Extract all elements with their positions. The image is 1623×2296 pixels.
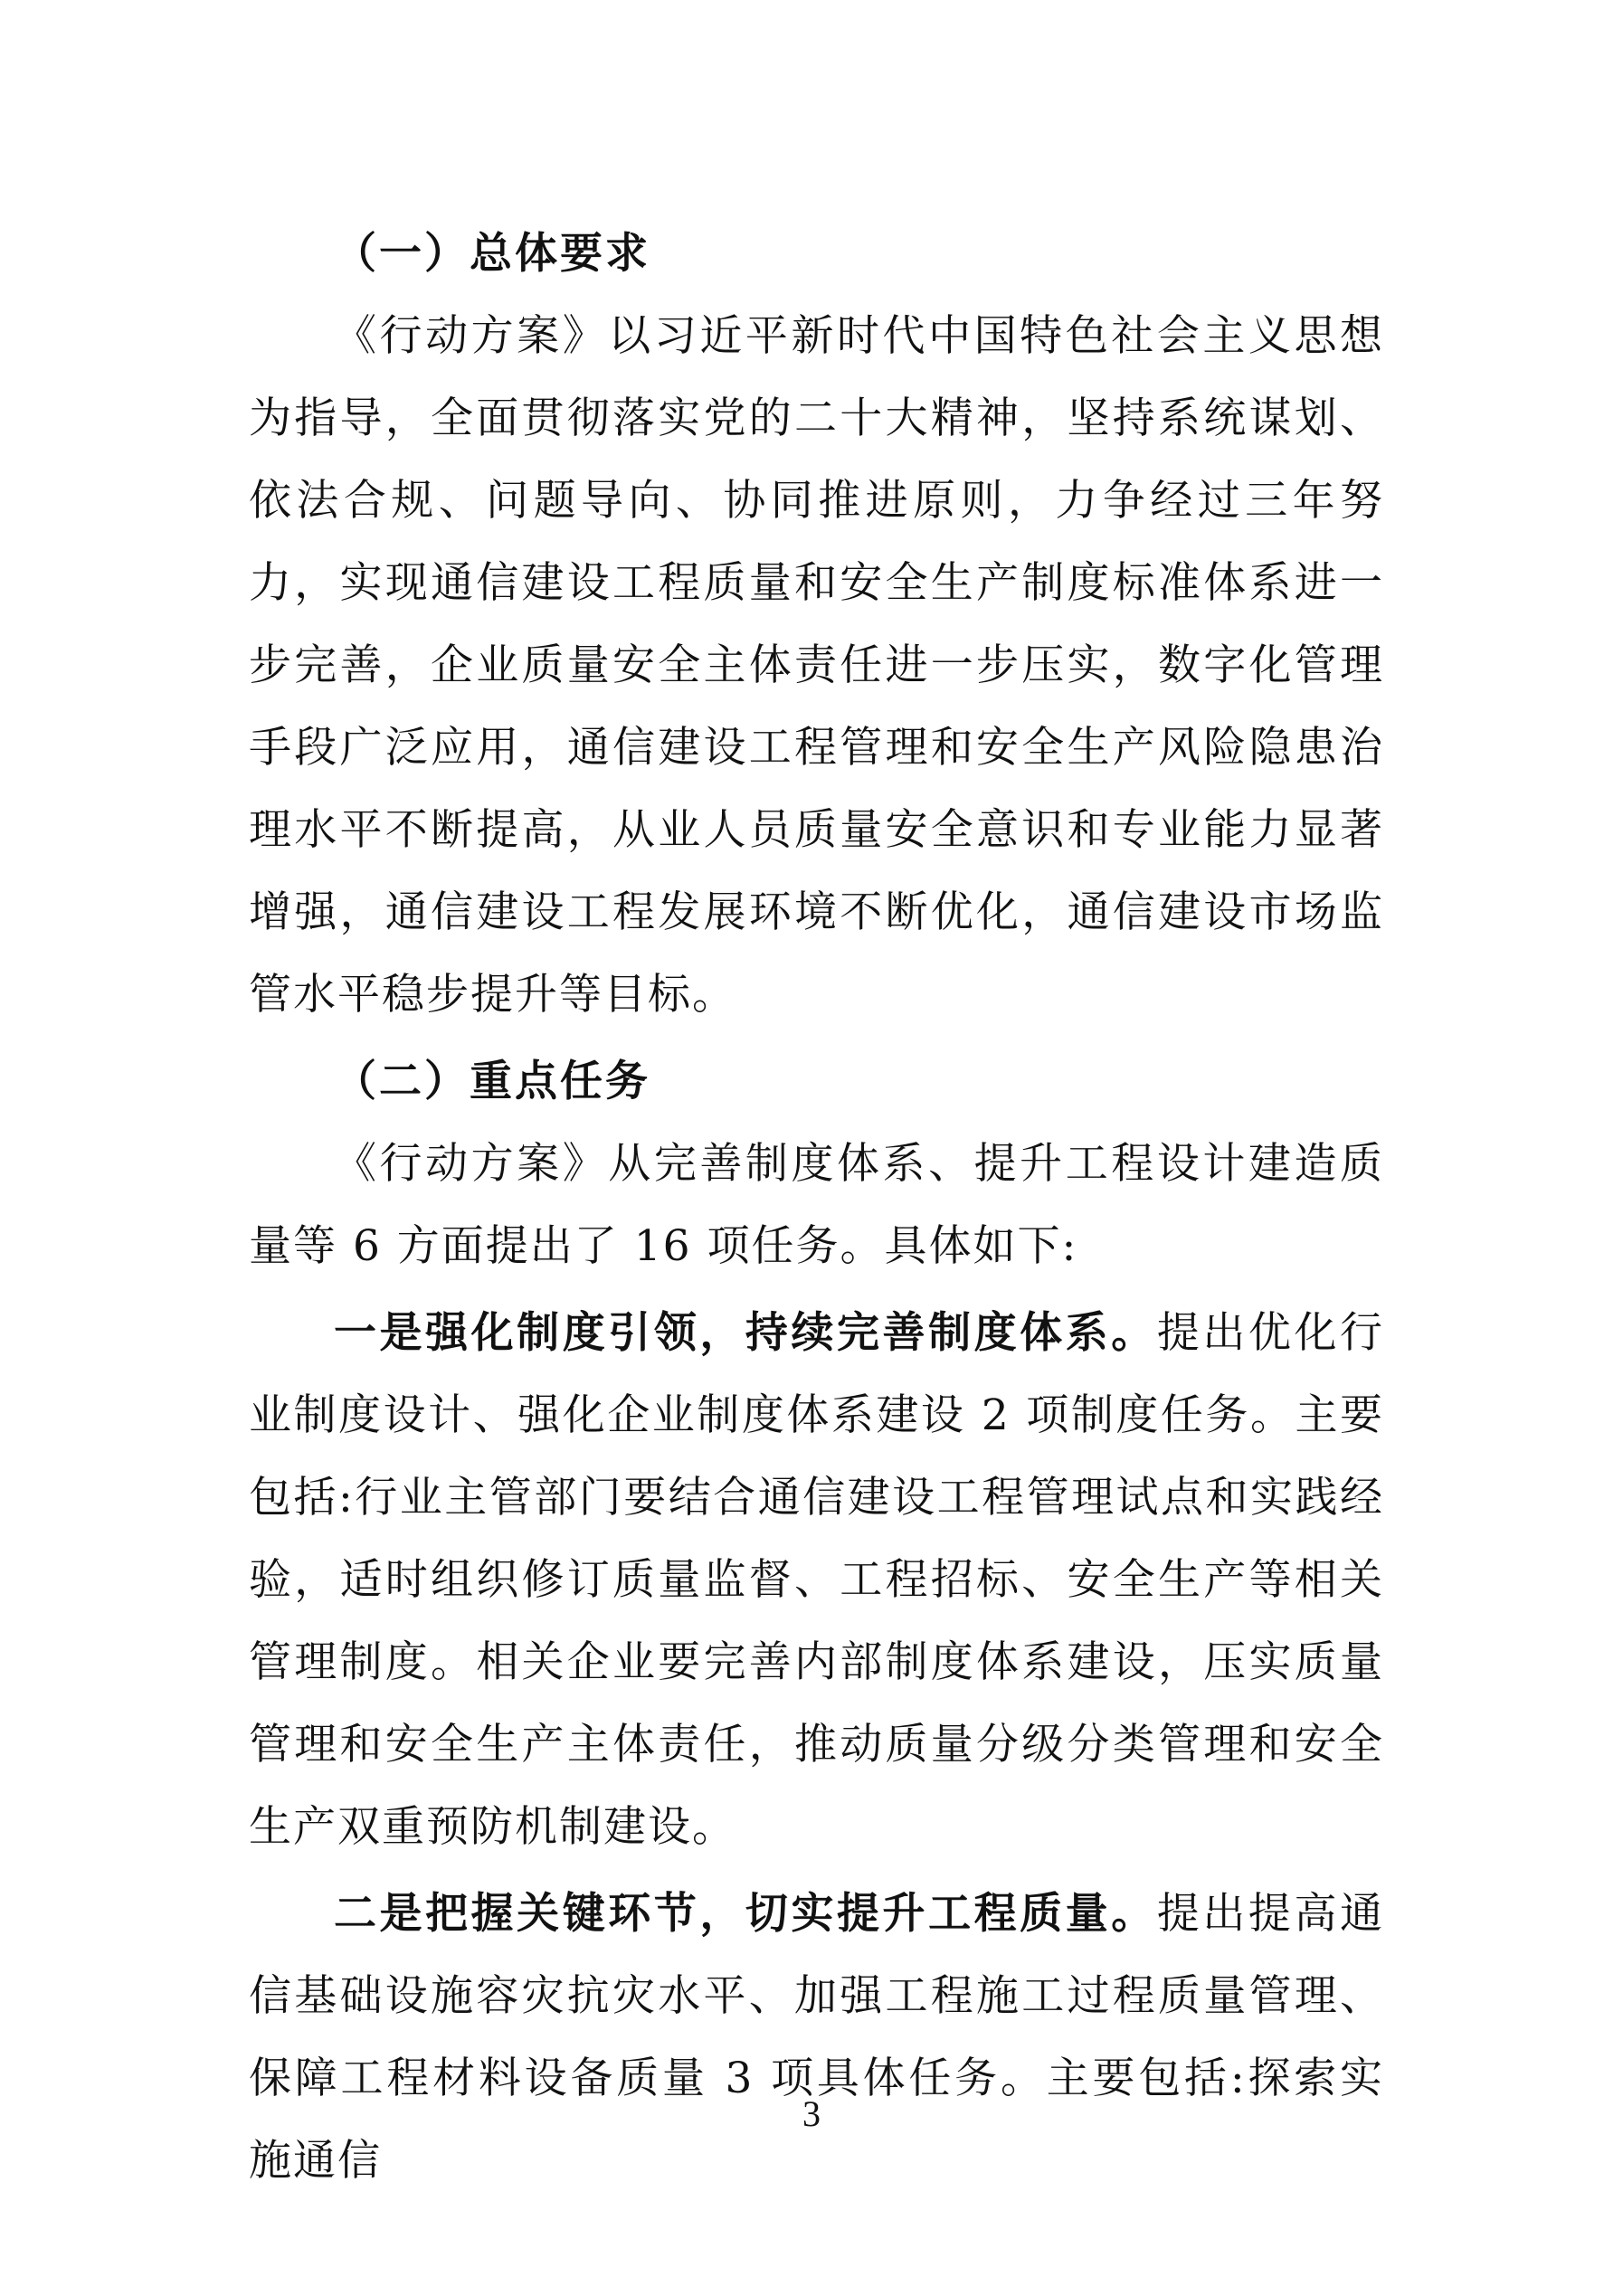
document-body — [249, 213, 1384, 2202]
paragraph-key-tasks-intro: 《行动方案》从完善制度体系、提升工程设计建造质量等 6 方面提出了 16 项任务。具体如下: — [249, 1139, 1384, 1271]
task-2-body: 提出提高通信基础设施容灾抗灾水平、加强工程施工过程质量管理、保障工程材料设备质量 3 项具体任务。主要包括:探索实施通信 — [249, 1889, 1385, 2186]
section-heading-overall-requirements: （一）总体要求 — [334, 229, 650, 279]
section-heading-key-tasks: （二）重点任务 — [334, 1057, 650, 1106]
paragraph-task-1 — [249, 1292, 1384, 1868]
paragraph-task-2 — [249, 1873, 1384, 2202]
task-1-body: 提出优化行业制度设计、强化企业制度体系建设 2 项制度任务。主要包括:行业主管部门要结合通信建设工程管理试点和实践经验，适时组织修订质量监督、工程招标、安全生产等相关管理制度。相关企业要完善内部制度体系建设，压实质量管理和安全生产主体责任，推动质量分级分类管理和安全生产双重预防机制建设。 — [249, 1308, 1385, 1852]
task-2-lead: 二是把握关键环节，切实提升工程质量。 — [334, 1889, 1157, 1939]
page-number: 3 — [802, 2093, 821, 2134]
paragraph-overall-requirements: 《行动方案》以习近平新时代中国特色社会主义思想为指导，全面贯彻落实党的二十大精神，坚持系统谋划、依法合规、问题导向、协同推进原则，力争经过三年努力，实现通信建设工程质量和安全生产制度标准体系进一步完善，企业质量安全主体责任进一步压实，数字化管理手段广泛应用，通信建设工程管理和安全生产风险隐患治理水平不断提高，从业人员质量安全意识和专业能力显著增强，通信建设工程发展环境不断优化，通信建设市场监管水平稳步提升等目标。 — [249, 311, 1384, 1020]
task-1-lead: 一是强化制度引领，持续完善制度体系。 — [334, 1308, 1157, 1358]
